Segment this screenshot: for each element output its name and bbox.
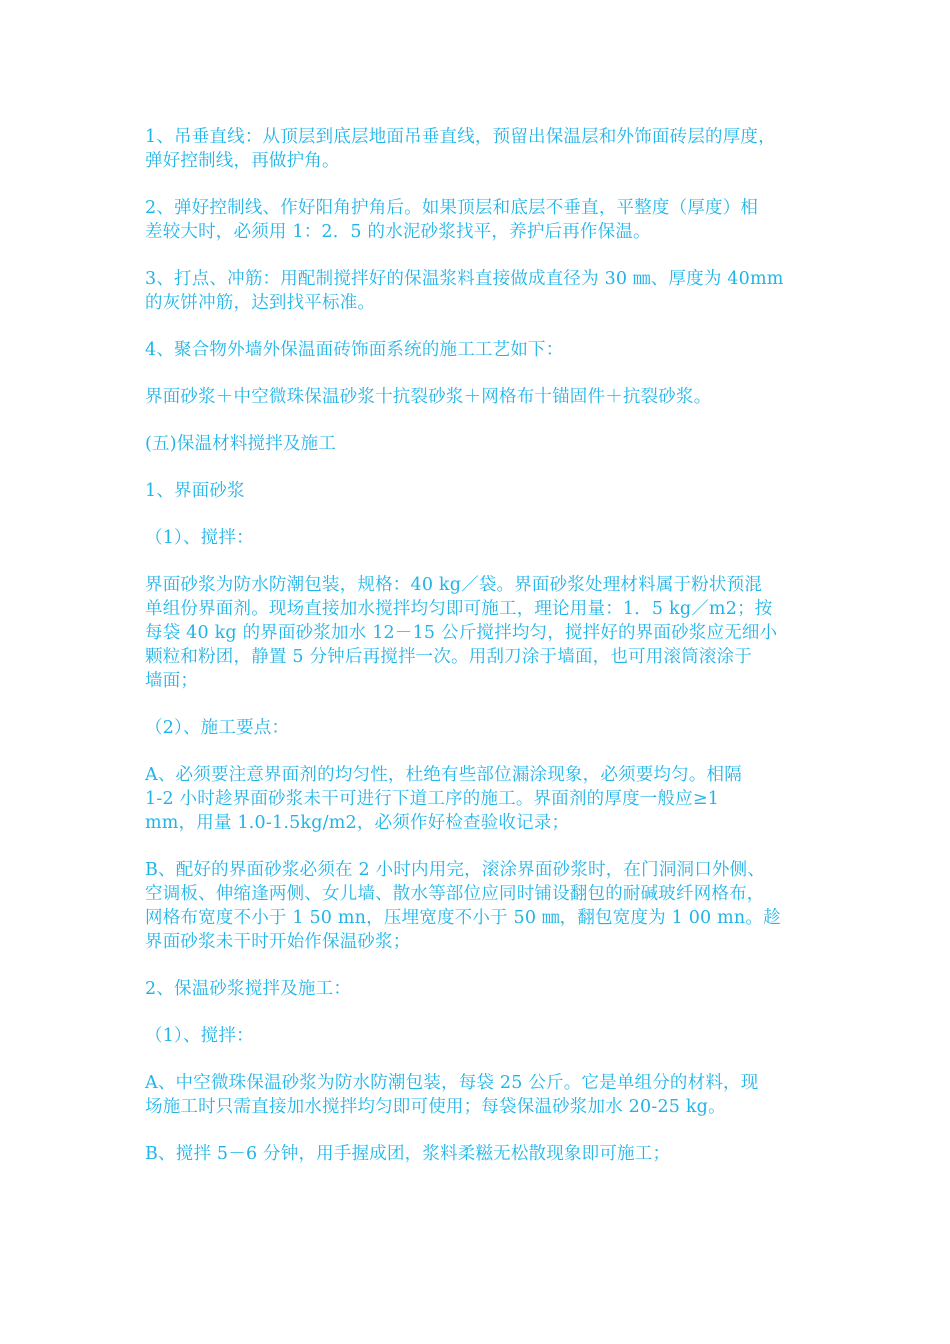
paragraph <box>145 479 820 503</box>
paragraph <box>145 977 820 1001</box>
text-line: 1、吊垂直线：从顶层到底层地面吊垂直线，预留出保温层和外饰面砖层的厚度， <box>145 127 776 147</box>
text-line: 单组份界面剂。现场直接加水搅拌均匀即可施工，理论用量：1．5 kg／m2；按 <box>145 599 773 619</box>
text-line: 界面砂浆为防水防潮包装，规格：40 kg／袋。界面砂浆处理材料属于粉状预混 <box>145 575 763 595</box>
text-line: 空调板、伸缩逢两侧、女儿墙、散水等部位应同时铺设翻包的耐碱玻纤网格布， <box>145 884 765 904</box>
paragraph <box>145 716 820 740</box>
text-line: 4、聚合物外墙外保温面砖饰面系统的施工工艺如下： <box>145 340 564 360</box>
text-line: 2、保温砂浆搅拌及施工： <box>145 979 352 999</box>
text-line: （1）、搅拌： <box>145 1026 254 1046</box>
text-line: B、配好的界面砂浆必须在 2 小时内用完，滚涂界面砂浆时，在门洞洞口外侧、 <box>145 860 766 880</box>
text-line: 界面砂浆未干时开始作保温砂浆； <box>145 932 411 952</box>
text-line: 墙面； <box>145 671 199 691</box>
text-line: 3、打点、冲筋：用配制搅拌好的保温浆料直接做成直径为 30 ㎜、厚度为 40mm <box>145 269 784 289</box>
text-line: 弹好控制线，再做护角。 <box>145 151 340 171</box>
text-line: 差较大时，必须用 1：2．5 的水泥砂浆找平，养护后再作保温。 <box>145 222 651 242</box>
paragraph <box>145 125 820 173</box>
paragraph <box>145 196 820 244</box>
text-line: (五)保温材料搅拌及施工 <box>145 434 337 454</box>
text-line: 每袋 40 kg 的界面砂浆加水 12－15 公斤搅拌均匀，搅拌好的界面砂浆应无细小 <box>145 623 778 643</box>
text-line: B、搅拌 5－6 分钟，用手握成团，浆料柔糍无松散现象即可施工； <box>145 1144 671 1164</box>
text-line: 1-2 小时趁界面砂浆未干可进行下道工序的施工。界面剂的厚度一般应≥1 <box>145 789 720 809</box>
text-line: 界面砂浆＋中空微珠保温砂浆十抗裂砂浆＋网格布十锚固件＋抗裂砂浆。 <box>145 387 712 407</box>
paragraph <box>145 858 820 954</box>
paragraph <box>145 267 820 315</box>
text-line: 2、弹好控制线、作好阳角护角后。如果顶层和底层不垂直，平整度（厚度）相 <box>145 198 759 218</box>
text-line: 网格布宽度不小于 1 50 mn，压埋宽度不小于 50 ㎜，翻包宽度为 1 00 mn。趁 <box>145 908 781 928</box>
paragraph <box>145 573 820 693</box>
text-line: mm，用量 1.0-1.5kg/m2，必须作好检查验收记录； <box>145 813 570 833</box>
text-line: A、中空微珠保温砂浆为防水防潮包装，每袋 25 公斤。它是单组分的材料，现 <box>145 1073 759 1093</box>
paragraph <box>145 432 820 456</box>
text-line: （1）、搅拌： <box>145 528 254 548</box>
document-body <box>145 125 820 1189</box>
text-line: 场施工时只需直接加水搅拌均匀即可使用；每袋保温砂浆加水 20-25 kg。 <box>145 1097 726 1117</box>
paragraph <box>145 526 820 550</box>
paragraph <box>145 1071 820 1119</box>
text-line: A、必须要注意界面剂的均匀性，杜绝有些部位漏涂现象，必须要均匀。相隔 <box>145 765 742 785</box>
text-line: （2）、施工要点： <box>145 718 290 738</box>
paragraph <box>145 338 820 362</box>
paragraph <box>145 763 820 835</box>
paragraph <box>145 385 820 409</box>
text-line: 颗粒和粉团，静置 5 分钟后再搅拌一次。用刮刀涂于墙面，也可用滚筒滚涂于 <box>145 647 752 667</box>
paragraph <box>145 1142 820 1166</box>
text-line: 的灰饼冲筋，达到找平标准。 <box>145 293 376 313</box>
paragraph <box>145 1024 820 1048</box>
text-line: 1、界面砂浆 <box>145 481 245 501</box>
